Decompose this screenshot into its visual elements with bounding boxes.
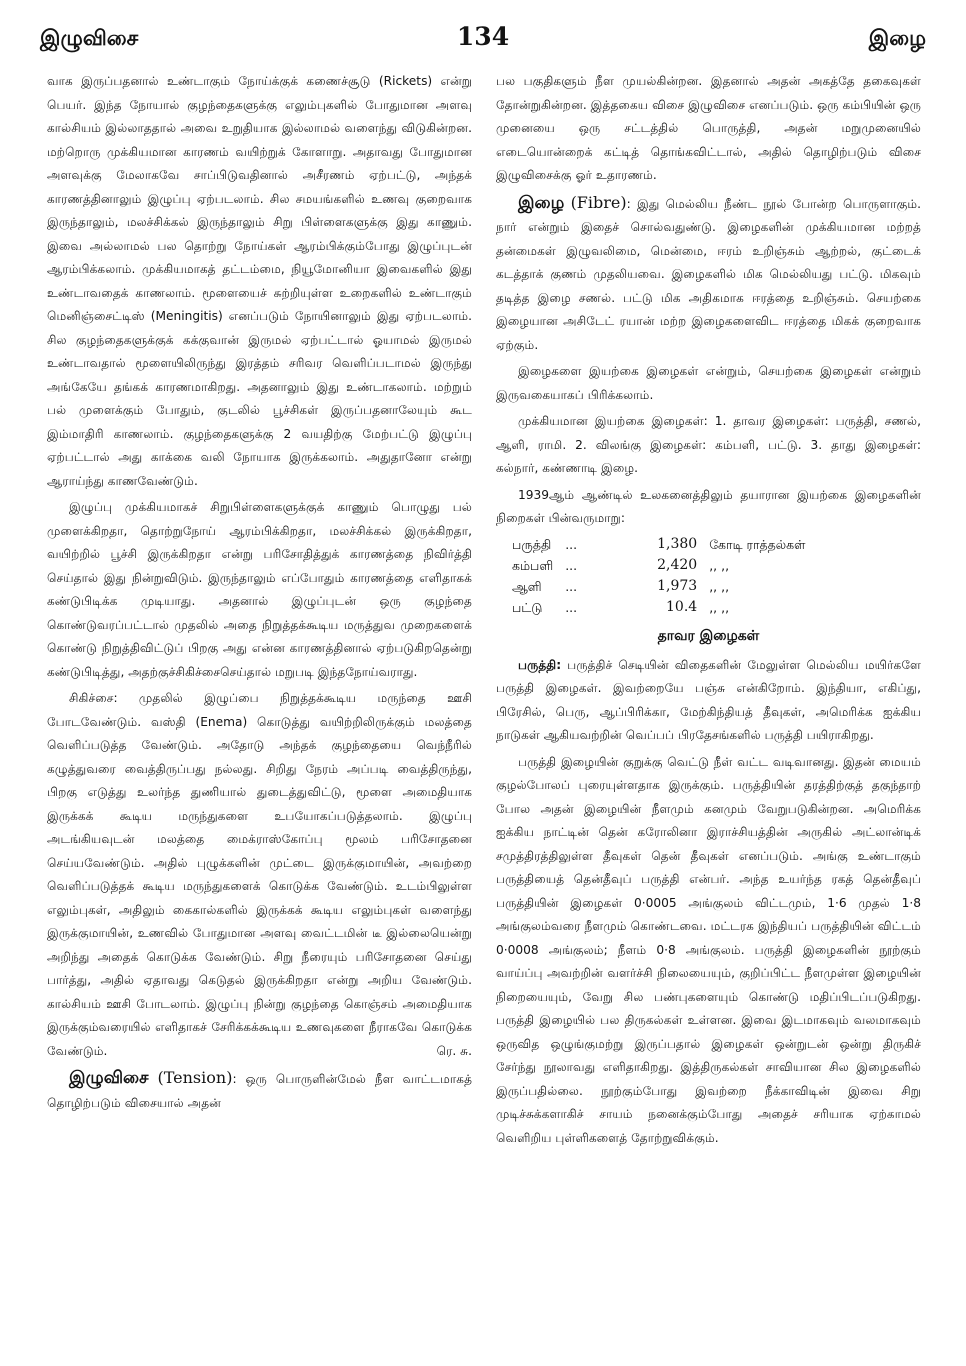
fibre-name-cell: பட்டு xyxy=(512,599,543,615)
entry-tension xyxy=(47,1066,472,1115)
page-header xyxy=(40,22,926,62)
dots-cell: ... xyxy=(565,599,578,615)
cotton-lead: பருத்தி: xyxy=(518,657,562,672)
table-row xyxy=(506,576,835,597)
fibre-name-cell: ஆளி xyxy=(512,578,542,594)
paragraph-tension-continued: பல பகுதிகளும் நீள முயல்கின்றன. இதனால் அதன் அகத்தே தகைவுகள் தோன்றுகின்றன. இத்தகைய விசை இழுவிசை எனப்படும். ஒரு கம்பியின் ஒரு முனையை ஒரு சட்டத்தில் பொருத்தி, அதன் மறுமுனையில் எடையொன்றைக் கட்டித் தொங்கவிட்டால், அதில் தொழிற்படும் விசை இழுவிசைக்கு ஓர் உதாரணம். xyxy=(496,74,921,182)
right-column xyxy=(496,70,921,1153)
paragraph-fibre-types: இழைகளை இயற்கை இழைகள் என்றும், செயற்கை இழைகள் என்றும் இருவகையாகப் பிரிக்கலாம். xyxy=(496,364,921,402)
paragraph-treatment xyxy=(47,687,472,1063)
table-row xyxy=(506,534,835,555)
unit-cell: ,, ,, xyxy=(709,578,730,594)
page-number: 134 xyxy=(456,22,510,51)
table-row xyxy=(506,597,835,618)
unit-cell: கோடி ராத்தல்கள் xyxy=(709,536,806,552)
dots-cell: ... xyxy=(565,536,578,552)
treatment-text: சிகிச்சை: முதலில் இழுப்பை நிறுத்தக்கூடிய மருந்தை ஊசி போடவேண்டும். வஸ்தி (Enema) கொடுத்து வயிற்றிலிருக்கும் மலத்தை வெளிப்படுத்த வேண்டும். அதோடு அந்தக் குழந்தையை வெந்நீரில் கழுத்துவரை வைத்திருப்பது நல்லது. சிறிது நேரம் அப்படி வைத்திருந்து, பிறகு எடுத்து உலர்ந்த துணியால் துடைத்துவிட்டு, மூளை அமைதியாக இருக்கக் கூடிய மருந்துகளை உபயோகப்படுத்தலாம். இழுப்பு அடங்கியவுடன் மலத்தை மைக்ராஸ்கோப்பு மூலம் பரிசோதனை செய்யவேண்டும். அதில் புழுக்களின் முட்டை இருக்குமாயின், அவற்றை வெளிப்படுத்தக் கூடிய மருந்துகளைக் கொடுக்க வேண்டும். உடம்பிலுள்ள எலும்புகள், அதிலும் கைகால்களில் இருக்கக் கூடிய எலும்புகள் வளைந்து இருக்குமாயின், உணவில் போதுமான அளவு வைட்டமின் டீ இல்லையென்று அறிந்து அதைக் கொடுக்க வேண்டும். சிறு நீரையும் பரிசோதனை செய்து பார்த்து, அதில் ஏதாவது கெடுதல் இருக்கிறதா என்று அறிய வேண்டும். கால்சியம் ஊசி போடலாம். இழுப்பு நின்று குழந்தை கொஞ்சம் அமைதியாக இருக்கும்வரையில் எளிதாகச் சேரிக்கக்கூடிய உணவுகளை நீராகவே கொடுக்க வேண்டும். xyxy=(47,691,472,1058)
value-cell: 1,973 xyxy=(657,577,698,594)
fibre-production-table xyxy=(506,534,835,618)
unit-cell: ,, ,, xyxy=(709,557,730,573)
cotton-text: பருத்திச் செடியின் விதைகளின் மேலுள்ள மெல்லிய மயிர்களே பருத்தி இழைகள். இவற்றையே பஞ்சு என்கிறோம். இந்தியா, எகிப்து, பிரேசில், பெரு, ஆப்பிரிக்கா, மேற்கிந்தியத் தீவுகள், அமெரிக்க ஐக்கிய நாடுகள் ஆகியவற்றின் வெப்பப் பிரதேசங்களில் பருத்தி பயிராகிறது. xyxy=(496,657,921,742)
paragraph-natural-fibres: முக்கியமான இயற்கை இழைகள்: 1. தாவர இழைகள்: பருத்தி, சணல், ஆளி, ராமி. 2. விலங்கு இழைகள்: கம்பளி, பட்டு. 3. தாது இழைகள்: கல்நார், கண்ணாடி இழை. xyxy=(496,414,921,475)
entry-term-tension: இழுவிசை xyxy=(69,1068,149,1088)
author-signature: ரெ. சு. xyxy=(436,1043,472,1058)
paragraph-convulsion-diagnosis: இழுப்பு முக்கியமாகச் சிறுபிள்ளைகளுக்குக் காணும் பொழுது பல் முளைக்கிறதா, தொற்றுநோய் ஆரம்பிக்கிறதா, மலச்சிக்கல் இருக்கிறதா, வயிற்றில் பூச்சி இருக்கிறதா என்று பரிசோதித்துக் காரணத்தை நிவிர்த்தி செய்தால் இது நின்றுவிடும். இருந்தாலும் எப்போதும் காரணத்தை எளிதாகக் கண்டுபிடிக்க முடியாது. அதனால் இழுப்புடன் ஒரு குழந்தை கொண்டுவரப்பட்டால் முதலில் அதை நிறுத்தக்கூடிய மருத்துவ முறைகளைக் கொண்டு நிறுத்திவிட்டுப் பிறகு அது என்ன காரணத்தினால் ஏற்படுகிறதென்று கண்டுபிடித்து, அதற்குச்சிகிச்சைசெய்தால் மறுபடி இந்தநோய்வராது. xyxy=(47,500,472,679)
header-right-keyword: இழை xyxy=(868,26,926,50)
unit-cell: ,, ,, xyxy=(709,599,730,615)
paragraph-cotton xyxy=(496,654,921,748)
left-column xyxy=(47,70,472,1118)
entry-fibre-text: : இது மெல்லிய நீண்ட நூல் போன்ற பொருளாகும். நார் என்றும் இதைச் சொல்வதுண்டு. இழைகளின் முக்கியமான மற்றத் தன்மைகள் இழுவலிமை, மென்மை, ஈரம் உறிஞ்சும் ஆற்றல், குட்டைக் கடத்தாக் குணம் முதலியவை. இழைகளில் மிக மெல்லியது பட்டு. மிகவும் தடித்த இழை சணல். பட்டு மிக அதிகமாக ஈரத்தை உறிஞ்சும். செயற்கை இழையான அசிடேட் ரயான் மற்ற இழைகளைவிட ஈரத்தை மிகக் குறைவாக ஏற்கும். xyxy=(496,196,922,352)
table-row xyxy=(506,555,835,576)
dots-cell: ... xyxy=(565,557,578,573)
paragraph-cotton-structure: பருத்தி இழையின் குறுக்கு வெட்டு நீள் வட்ட வடிவானது. இதன் மையம் குழல்போலப் புரையுள்ளதாக இருக்கும். பருத்தியின் தரத்திற்குத் தகுந்தாற் போல அதன் இழையின் நீளமும் கனமும் வேறுபடுகின்றன. அமெரிக்க ஐக்கிய நாட்டின் தென் கரோலினா இராச்சியத்தின் அருகில் அட்லான்டிக் சமுத்திரத்திலுள்ள தீவுகள் தென் தீவுகள் எனப்படும். அங்கு உண்டாகும் பருத்தியைத் தென்தீவுப் பருத்தி என்பர். அந்த உயர்ந்த ரகத் தென்தீவுப் பருத்தியின் இழைகள் 0·0005 அங்குலம் விட்டமும், 1·6 முதல் 1·8 அங்குலம்வரை நீளமும் கொண்டவை. மட்டரக இந்தியப் பருத்தியின் விட்டம் 0·0008 அங்குலம்; நீளம் 0·8 அங்குலம். பருத்தி இழைகளின் நூற்கும் வாய்ப்பு அவற்றின் வளர்ச்சி நிலையையும், குறிப்பிட்ட நீளமுள்ள இழையின் நிறையையும், வேறு சில பண்புகளையும் கொண்டு மதிப்பிடப்படுகிறது. பருத்தி இழையில் பல திருகல்கள் உள்ளன. இவை இடமாகவும் வலமாகவும் ஒருவித ஒழுங்குமற்று இருப்பதால் இழைகள் ஒன்றுடன் ஒன்று திருகிச் சேர்ந்து நூலாவது எளிதாகிறது. இத்திருகல்கள் சாவியான சில இழைகளில் இருப்பதில்லை. நூற்கும்போது இவற்றை நீக்காவிடின் இவை சிறு முடிச்சுக்களாகிச் சாயம் நனைக்கும்போது அதைச் சரியாக ஏற்காமல் வெளிறிய புள்ளிகளைத் தோற்றுவிக்கும். xyxy=(496,754,921,1145)
header-left-keyword: இழுவிசை xyxy=(40,26,139,50)
value-cell: 1,380 xyxy=(657,535,698,552)
entry-term-tension-english: (Tension) xyxy=(157,1068,233,1087)
paragraph-rickets-causes: வாக இருப்பதனால் உண்டாகும் நோய்க்குக் கணைச்சூடு (Rickets) என்று பெயர். இந்த நோயால் குழந்தைகளுக்கு எலும்புகளில் போதுமான அளவு கால்சியம் இல்லாததால் அவை உறுதியாக இல்லாமல் வளைந்து விடுகின்றன. மற்றொரு முக்கியமான காரணம் வயிற்றுக் கோளாறு. அதாவது போதுமான அளவுக்கு மேலாகவே சாப்பிடுவதினால் அசீரணம் ஏற்பட்டு, அந்தக் காரணத்தினாலும் இழுப்பு ஏற்படலாம். சில சமயங்களில் உணவு குறைவாக இருந்தாலும், மலச்சிக்கல் இருந்தாலும் சிறு பிள்ளைகளுக்கு இது காணும். இவை அல்லாமல் பல தொற்று நோய்கள் ஆரம்பிக்கும்போது இழுப்புடன் ஆரம்பிக்கலாம். முக்கியமாகத் தட்டம்மை, நியூமோனியா இவைகளில் இது உண்டாவதைக் காணலாம். மூளையைச் சுற்றியுள்ள உறைகளில் உண்டாகும் மெனிஞ்சைட்டிஸ் (Meningitis) எனப்படும் நோயினாலும் இது ஏற்படலாம். சில குழந்தைகளுக்குக் கக்குவான் இருமல் ஏற்பட்டால் ஓயாமல் இருமல் உண்டாவதால் மூளையிலிருந்து இரத்தம் சரிவர வெளிப்படாமல் இருந்து அங்கேயே தங்கக் காரணமாகிறது. அதனாலும் இது உண்டாகலாம். மற்றும் பல் முளைக்கும் போதும், குடலில் பூச்சிகள் இருப்பதனாலேயும் கூட இம்மாதிரி காணலாம். குழந்தைகளுக்கு 2 வயதிற்கு மேற்பட்டு இழுப்பு ஏற்பட்டால் அது காக்கை வலி நோயாக இருக்கலாம். அதுதானோ என்று ஆராய்ந்து காணவேண்டும். xyxy=(47,74,473,488)
fibre-name-cell: பருத்தி xyxy=(512,536,552,552)
dots-cell: ... xyxy=(565,578,578,594)
value-cell: 10.4 xyxy=(666,598,698,615)
entry-term-fibre: இழை xyxy=(518,192,565,213)
entry-term-fibre-english: (Fibre) xyxy=(570,192,627,212)
entry-tension-text: : ஒரு பொருளின்மேல் நீள வாட்டமாகத் தொழிற்படும் விசையால் அதன் xyxy=(47,1072,473,1110)
fibre-name-cell: கம்பளி xyxy=(512,557,554,573)
entry-fibre xyxy=(496,191,921,358)
section-title-plant-fibres: தாவர இழைகள் xyxy=(657,627,760,644)
paragraph-production-intro: 1939ஆம் ஆண்டில் உலகனைத்திலும் தயாரான இயற்கை இழைகளின் நிறைகள் பின்வருமாறு: xyxy=(496,487,921,525)
value-cell: 2,420 xyxy=(657,556,698,573)
